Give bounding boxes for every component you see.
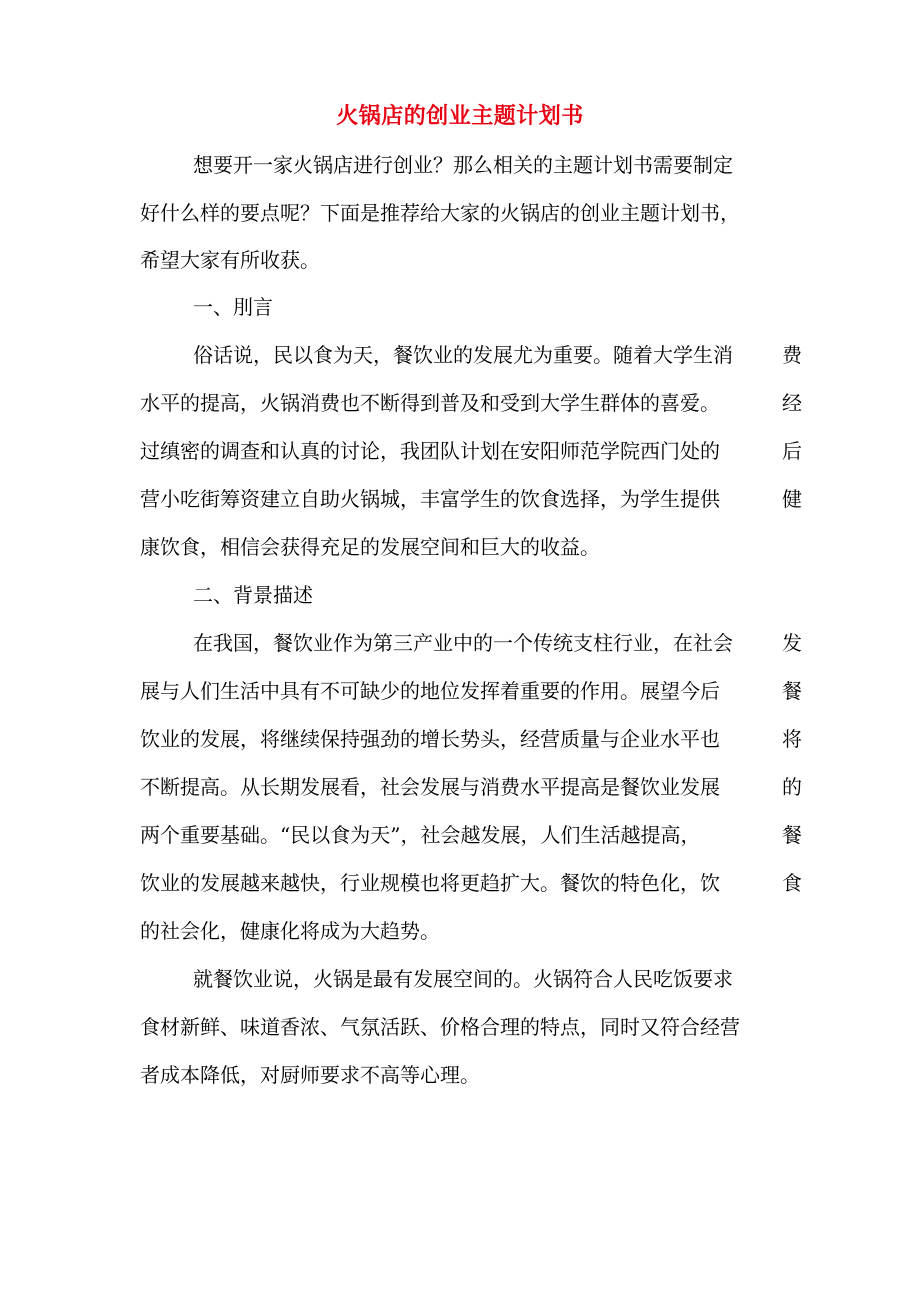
section-heading-line — [0, 292, 920, 322]
paragraph-text: 者成本降低，对厨师要求不高等心理。 — [140, 1063, 480, 1087]
section-heading: 二、背景描述 — [193, 583, 313, 607]
paragraph-text: 过缜密的调查和认真的讨论，我团队计划在安阳师范学院西门处的 — [140, 439, 720, 463]
paragraph-line — [0, 1060, 920, 1090]
paragraph-text: 水平的提高，火锅消费也不断得到普及和受到大学生群体的喜爱。 — [140, 391, 720, 415]
paragraph-text: 两个重要基础。“民以食为天”，社会越发展，人们生活越提高， — [140, 823, 701, 847]
intro-text: 想要开一家火锅店进行创业？那么相关的主题计划书需要制定 — [193, 153, 733, 177]
intro-line — [0, 245, 920, 275]
paragraph-text: 食材新鲜、味道香浓、气氛活跃、价格合理的特点，同时又符合经营 — [140, 1015, 740, 1039]
paragraph-text: 康饮食，相信会获得充足的发展空间和巨大的收益。 — [140, 535, 600, 559]
paragraph-text: 的社会化，健康化将成为大趋势。 — [140, 919, 440, 943]
paragraph-line — [0, 868, 920, 898]
intro-line — [0, 150, 920, 180]
paragraph-line — [0, 532, 920, 562]
paragraph-text: 展与人们生活中具有不可缺少的地位发挥着重要的作用。展望今后 — [140, 679, 720, 703]
paragraph-line — [0, 340, 920, 370]
paragraph-line — [0, 820, 920, 850]
paragraph-line — [0, 964, 920, 994]
paragraph-line — [0, 628, 920, 658]
paragraph-line-tail: 食 — [782, 871, 802, 895]
paragraph-line-tail: 的 — [782, 775, 802, 799]
paragraph-text: 饮业的发展，将继续保持强劲的增长势头，经营质量与企业水平也 — [140, 727, 720, 751]
section-heading: 一、刖言 — [193, 295, 273, 319]
paragraph-line-tail: 发 — [782, 631, 802, 655]
section-heading-line — [0, 580, 920, 610]
paragraph-line-tail: 经 — [782, 391, 802, 415]
paragraph-line — [0, 388, 920, 418]
paragraph-line-tail: 餐 — [782, 823, 802, 847]
paragraph-text: 在我国，餐饮业作为第三产业中的一个传统支柱行业，在社会 — [193, 631, 733, 655]
paragraph-line — [0, 724, 920, 754]
paragraph-text: 营小吃街筹资建立自助火锅城，丰富学生的饮食选择，为学生提供 — [140, 487, 720, 511]
paragraph-line-tail: 健 — [782, 487, 802, 511]
intro-text: 好什么样的要点呢？下面是推荐给大家的火锅店的创业主题计划书， — [140, 201, 740, 225]
paragraph-line-tail: 餐 — [782, 679, 802, 703]
paragraph-text: 饮业的发展越来越快，行业规模也将更趋扩大。餐饮的特色化，饮 — [140, 871, 720, 895]
paragraph-line — [0, 772, 920, 802]
paragraph-line — [0, 436, 920, 466]
paragraph-text: 就餐饮业说，火锅是最有发展空间的。火锅符合人民吃饭要求 — [193, 967, 733, 991]
paragraph-line — [0, 916, 920, 946]
paragraph-line — [0, 1012, 920, 1042]
paragraph-line-tail: 后 — [782, 439, 802, 463]
paragraph-text: 不断提高。从长期发展看，社会发展与消费水平提高是餐饮业发展 — [140, 775, 720, 799]
paragraph-line-tail: 费 — [782, 343, 802, 367]
paragraph-line-tail: 将 — [782, 727, 802, 751]
intro-line — [0, 198, 920, 228]
paragraph-text: 俗话说，民以食为天，餐饮业的发展尤为重要。随着大学生消 — [193, 343, 733, 367]
document-title: 火锅店的创业主题计划书 — [336, 103, 584, 129]
intro-text: 希望大家有所收获。 — [140, 248, 320, 272]
paragraph-line — [0, 484, 920, 514]
paragraph-line — [0, 676, 920, 706]
